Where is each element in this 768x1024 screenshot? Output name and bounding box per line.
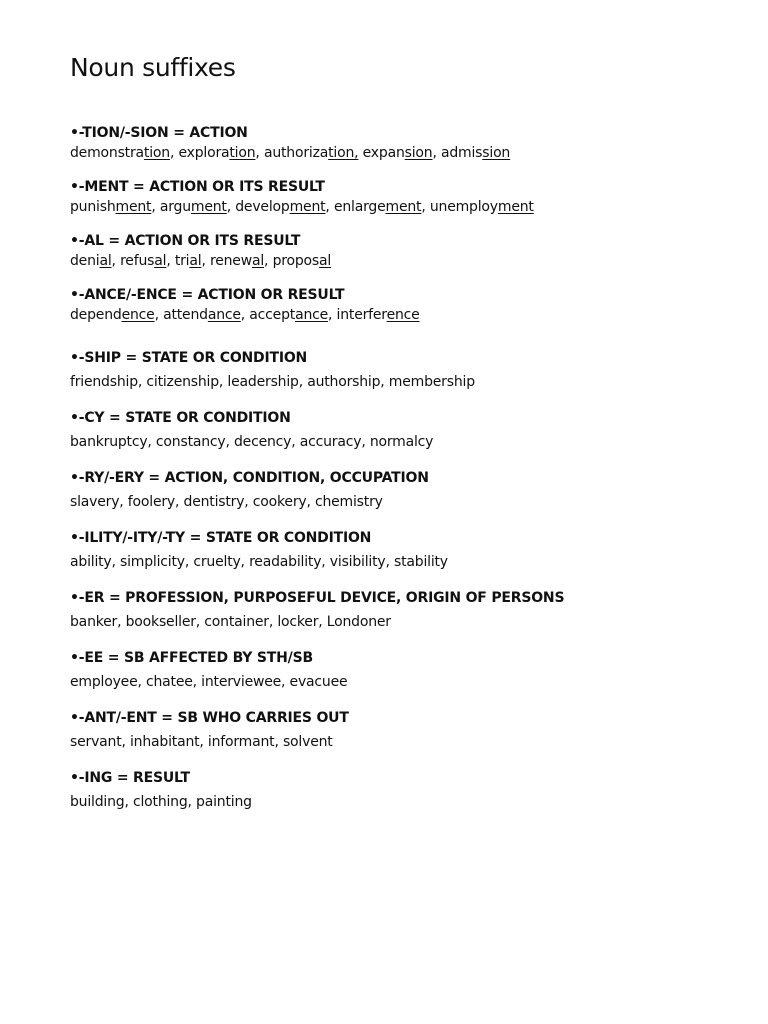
word-stem: accept: [249, 307, 296, 323]
example-word: [160, 199, 227, 215]
suffix-section: [70, 177, 760, 217]
bullet-icon: •: [70, 710, 79, 726]
suffix-heading: [70, 588, 760, 608]
word-stem: argu: [159, 199, 191, 215]
suffix-heading: [70, 348, 760, 368]
example-words: bankruptcy, constancy, decency, accuracy, normalcy: [70, 434, 434, 450]
example-word: [334, 199, 421, 215]
page-title: Noun suffixes: [70, 53, 236, 82]
word-stem: admis: [440, 145, 483, 161]
bullet-icon: •: [70, 530, 79, 546]
example-word: [178, 145, 255, 161]
example-word: [163, 307, 241, 323]
bullet-icon: •: [70, 233, 79, 249]
suffix-heading: [70, 708, 760, 728]
suffix-section: [70, 408, 760, 452]
suffix-heading-text: -ING = RESULT: [78, 770, 190, 786]
bullet-icon: •: [70, 410, 79, 426]
word-suffix-underlined: ence: [121, 307, 155, 323]
suffix-section: [70, 231, 760, 271]
example-words: building, clothing, painting: [70, 794, 252, 810]
suffix-section: [70, 708, 760, 752]
word-stem: explora: [178, 145, 230, 161]
bullet-icon: •: [70, 125, 79, 141]
bullet-icon: •: [70, 590, 79, 606]
suffix-heading: [70, 468, 760, 488]
bullet-icon: •: [70, 179, 79, 195]
example-words: denial, refusal, trial, renewal, proposal: [70, 253, 332, 269]
example-words: ability, simplicity, cruelty, readability, visibility, stability: [70, 554, 448, 570]
suffix-section: [70, 468, 760, 512]
example-word: [70, 145, 170, 161]
word-suffix-underlined: ment: [190, 199, 227, 215]
suffix-heading-text: -RY/-ERY = ACTION, CONDITION, OCCUPATION: [78, 470, 429, 486]
example-word: [70, 253, 112, 269]
example-word: [337, 307, 420, 323]
example-word: [264, 145, 358, 161]
example-word: [210, 253, 264, 269]
word-stem: attend: [163, 307, 208, 323]
suffix-heading-text: -EE = SB AFFECTED BY STH/SB: [78, 650, 313, 666]
suffix-heading: [70, 177, 760, 197]
word-stem: renew: [209, 253, 252, 269]
word-stem: depend: [70, 307, 122, 323]
word-suffix-underlined: sion: [404, 145, 433, 161]
bullet-icon: •: [70, 470, 79, 486]
word-stem: develop: [235, 199, 290, 215]
suffix-heading: [70, 123, 760, 143]
bullet-icon: •: [70, 350, 79, 366]
example-word: [175, 253, 202, 269]
example-word: [273, 253, 332, 269]
word-suffix-underlined: tion: [143, 145, 170, 161]
suffix-heading-text: -MENT = ACTION OR ITS RESULT: [78, 179, 325, 195]
example-word: [249, 307, 328, 323]
word-suffix-underlined: ment: [115, 199, 152, 215]
example-words: banker, bookseller, container, locker, Londoner: [70, 614, 391, 630]
word-stem: punish: [70, 199, 116, 215]
example-word: [70, 307, 155, 323]
example-words: punishment, argument, development, enlargement, unemployment: [70, 199, 534, 215]
suffix-section: [70, 648, 760, 692]
suffix-heading-text: -TION/-SION = ACTION: [78, 125, 248, 141]
word-suffix-underlined: ance: [207, 307, 241, 323]
word-suffix-underlined: ment: [289, 199, 326, 215]
example-words: slavery, foolery, dentistry, cookery, chemistry: [70, 494, 383, 510]
word-suffix-underlined: ment: [385, 199, 422, 215]
word-stem: enlarge: [333, 199, 386, 215]
suffix-heading: [70, 285, 760, 305]
suffix-section: [70, 768, 760, 812]
bullet-icon: •: [70, 287, 79, 303]
example-words: dependence, attendance, acceptance, interference: [70, 307, 420, 323]
suffix-heading-text: -SHIP = STATE OR CONDITION: [78, 350, 308, 366]
example-word: [430, 199, 534, 215]
word-suffix-underlined: al: [251, 253, 265, 269]
example-words: servant, inhabitant, informant, solvent: [70, 734, 333, 750]
suffix-heading-text: -AL = ACTION OR ITS RESULT: [78, 233, 301, 249]
word-suffix-underlined: sion: [482, 145, 511, 161]
word-suffix-underlined: ance: [295, 307, 329, 323]
example-word: [363, 145, 433, 161]
example-words: employee, chatee, interviewee, evacuee: [70, 674, 348, 690]
suffix-heading-text: -ANCE/-ENCE = ACTION OR RESULT: [78, 287, 345, 303]
example-words: friendship, citizenship, leadership, authorship, membership: [70, 374, 475, 390]
word-suffix-underlined: tion: [229, 145, 256, 161]
suffix-section: [70, 285, 760, 325]
suffix-section: [70, 528, 760, 572]
word-stem: refus: [120, 253, 155, 269]
suffix-heading: [70, 231, 760, 251]
word-stem: interfer: [336, 307, 387, 323]
example-word: [120, 253, 166, 269]
word-suffix-underlined: al: [189, 253, 202, 269]
word-stem: propos: [272, 253, 320, 269]
suffix-section: [70, 123, 760, 163]
word-suffix-underlined: tion,: [328, 145, 359, 161]
suffix-section: [70, 588, 760, 632]
suffix-heading-text: -CY = STATE OR CONDITION: [78, 410, 291, 426]
bullet-icon: •: [70, 770, 79, 786]
example-word: [441, 145, 510, 161]
bullet-icon: •: [70, 650, 79, 666]
suffix-heading: [70, 528, 760, 548]
example-word: [235, 199, 325, 215]
suffix-heading: [70, 408, 760, 428]
word-stem: deni: [70, 253, 100, 269]
word-suffix-underlined: al: [319, 253, 332, 269]
word-stem: expan: [362, 145, 405, 161]
word-suffix-underlined: al: [154, 253, 167, 269]
word-stem: unemploy: [429, 199, 498, 215]
suffix-heading-text: -ILITY/-ITY/-TY = STATE OR CONDITION: [78, 530, 372, 546]
suffix-heading: [70, 648, 760, 668]
word-suffix-underlined: al: [99, 253, 112, 269]
word-stem: tri: [174, 253, 190, 269]
suffix-heading: [70, 768, 760, 788]
word-stem: demonstra: [70, 145, 144, 161]
word-stem: authoriza: [263, 145, 329, 161]
word-suffix-underlined: ment: [497, 199, 534, 215]
suffix-heading-text: -ANT/-ENT = SB WHO CARRIES OUT: [78, 710, 349, 726]
example-words: demonstration, exploration, authorization, expansion, admission: [70, 145, 511, 161]
word-suffix-underlined: ence: [386, 307, 420, 323]
suffix-section: [70, 348, 760, 392]
example-word: [70, 199, 151, 215]
suffix-heading-text: -ER = PROFESSION, PURPOSEFUL DEVICE, ORIGIN OF PERSONS: [78, 590, 565, 606]
